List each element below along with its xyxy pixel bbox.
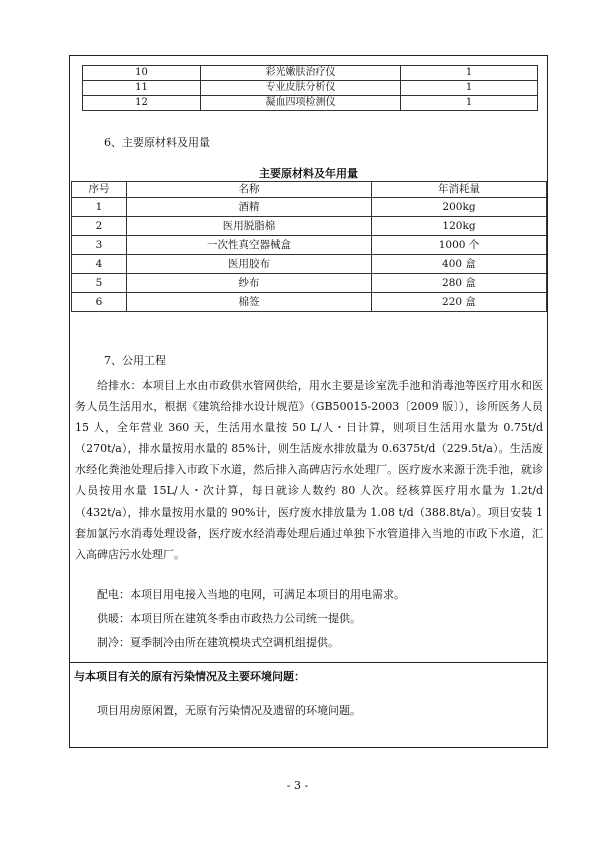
material-row bbox=[72, 255, 547, 274]
section7-heading: 7、公用工程 bbox=[104, 354, 166, 367]
equipment-row bbox=[83, 66, 538, 81]
cell-usage: 400 盒 bbox=[372, 255, 547, 274]
materials-table bbox=[71, 181, 547, 312]
cell-usage: 1000 个 bbox=[372, 236, 547, 255]
col-header-no: 序号 bbox=[72, 182, 127, 198]
cell-no: 10 bbox=[83, 66, 201, 81]
power-supply-text: 配电：本项目用电接入当地的电网，可满足本项目的用电需求。 bbox=[97, 588, 405, 601]
col-header-usage: 年消耗量 bbox=[372, 182, 547, 198]
col-header-name: 名称 bbox=[127, 182, 372, 198]
cell-no: 1 bbox=[72, 198, 127, 217]
cell-name: 棉签 bbox=[127, 293, 372, 312]
section6-heading: 6、主要原材料及用量 bbox=[104, 136, 210, 149]
cell-name: 彩光嫩肤治疗仪 bbox=[201, 66, 401, 81]
cell-usage: 120kg bbox=[372, 217, 547, 236]
material-row bbox=[72, 293, 547, 312]
pollution-text: 项目用房原闲置，无原有污染情况及遗留的环境问题。 bbox=[97, 704, 361, 717]
equipment-row bbox=[83, 96, 538, 111]
material-row bbox=[72, 274, 547, 293]
cell-usage: 280 盒 bbox=[372, 274, 547, 293]
cell-no: 5 bbox=[72, 274, 127, 293]
cell-usage: 220 盒 bbox=[372, 293, 547, 312]
cooling-text: 制冷：夏季制冷由所在建筑模块式空调机组提供。 bbox=[97, 636, 339, 649]
cell-qty: 1 bbox=[401, 96, 538, 111]
cell-qty: 1 bbox=[401, 66, 538, 81]
cell-name: 医用脱脂棉 bbox=[127, 217, 372, 236]
cell-no: 11 bbox=[83, 81, 201, 96]
cell-no: 3 bbox=[72, 236, 127, 255]
materials-header-row bbox=[72, 182, 547, 198]
material-row bbox=[72, 217, 547, 236]
cell-name: 酒精 bbox=[127, 198, 372, 217]
material-row bbox=[72, 236, 547, 255]
cell-name: 专业皮肤分析仪 bbox=[201, 81, 401, 96]
document-frame bbox=[69, 55, 548, 748]
cell-qty: 1 bbox=[401, 81, 538, 96]
material-row bbox=[72, 198, 547, 217]
cell-name: 医用胶布 bbox=[127, 255, 372, 274]
cell-name: 纱布 bbox=[127, 274, 372, 293]
cell-no: 6 bbox=[72, 293, 127, 312]
cell-name: 一次性真空器械盒 bbox=[127, 236, 372, 255]
cell-usage: 200kg bbox=[372, 198, 547, 217]
equipment-row bbox=[83, 81, 538, 96]
cell-name: 凝血四项检测仪 bbox=[201, 96, 401, 111]
water-supply-paragraph: 给排水：本项目上水由市政供水管网供给，用水主要是诊室洗手池和消毒池等医疗用水和医务人员生活用水，根据《建筑给排水设计规范》（GB50015-2003〔2009 版〕），诊所医务人员 15 人，全年营业 360 天，生活用水量按 50 L/人・日计算，则项目生活用水量为 0.75t/d（270t/a），排水量按用水量的 85%计，则生活废水排放量为 0.6375t/d（229.5t/a）。生活废水经化粪池处理后排入市政下水道，然后排入高碑店污水处理厂。医疗废水来源于洗手池，就诊人员按用水量 15L/人・次计算，每日就诊人数约 80 人次。经核算医疗用水量为 1.2t/d（432t/a），排水量按用水量的 90%计，医疗废水排放量为 1.08 t/d（388.8t/a）。项目安装 1 套加氯污水消毒处理设备，医疗废水经消毒处理后通过单独下水管道排入当地的市政下水道，汇入高碑店污水处理厂。 bbox=[75, 379, 543, 561]
cell-no: 4 bbox=[72, 255, 127, 274]
equipment-table bbox=[82, 65, 538, 111]
materials-table-title: 主要原材料及年用量 bbox=[259, 167, 358, 180]
section-divider bbox=[70, 662, 547, 663]
heating-text: 供暖：本项目所在建筑冬季由市政热力公司统一提供。 bbox=[97, 612, 361, 625]
cell-no: 2 bbox=[72, 217, 127, 236]
pollution-heading: 与本项目有关的原有污染情况及主要环境问题： bbox=[74, 670, 305, 683]
page-number: - 3 - bbox=[286, 779, 309, 792]
cell-no: 12 bbox=[83, 96, 201, 111]
